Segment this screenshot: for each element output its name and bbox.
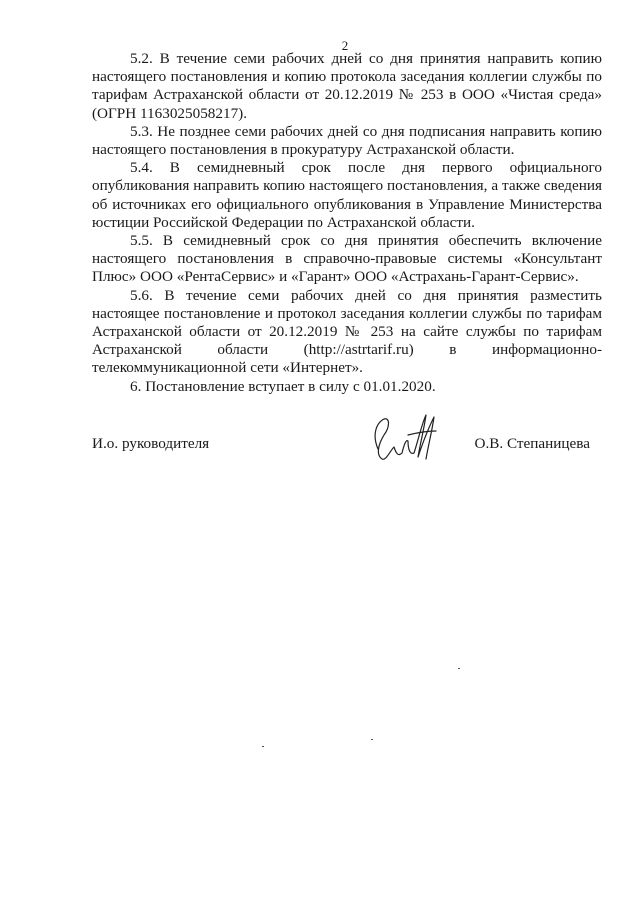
- document-body: [92, 50, 602, 396]
- page-number: 2: [341, 38, 349, 53]
- paragraph-5-3: 5.3. Не позднее семи рабочих дней со дня подписания направить копию настоящего постановления в прокуратуру Астраханской области.: [92, 122, 602, 159]
- paragraph-5-2: 5.2. В течение семи рабочих дней со дня принятия направить копию настоящего постановления и копию протокола заседания коллегии службы по тарифам Астраханской области от 20.12.2019 № 253 в ООО «Чистая среда» (ОГРН 1163025058217).: [92, 50, 602, 122]
- signatory-title: И.о. руководителя: [92, 435, 210, 452]
- signatory-name: О.В. Степаницева: [474, 435, 590, 452]
- scan-speck: [262, 746, 264, 747]
- scan-speck: [371, 739, 373, 740]
- signature-block: [92, 405, 602, 485]
- handwritten-signature: [364, 405, 444, 467]
- paragraph-6: 6. Постановление вступает в силу с 01.01.2020.: [130, 377, 436, 395]
- paragraph-5-5: 5.5. В семидневный срок со дня принятия обеспечить включение настоящего постановления в справочно-правовые системы «Консультант Плюс» ООО «РентаСервис» и «Гарант» ООО «Астрахань-Гарант-Сервис».: [92, 232, 602, 286]
- paragraph-5-4: 5.4. В семидневный срок после дня первого официального опубликования направить копию настоящего постановления, а также сведения об источниках его официального опубликования в Управление Министерства юстиции Российской Федерации по Астраханской области.: [92, 159, 602, 231]
- paragraph-5-6: 5.6. В течение семи рабочих дней со дня принятия разместить настоящее постановление и протокол заседания коллегии службы по тарифам Астраханской области от 20.12.2019 № 253 на сайте службы по тарифам Астраханской области (http://astrtarif.ru) в информационно-телекоммуникационной сети «Интернет».: [92, 286, 602, 377]
- scan-speck: [458, 668, 460, 669]
